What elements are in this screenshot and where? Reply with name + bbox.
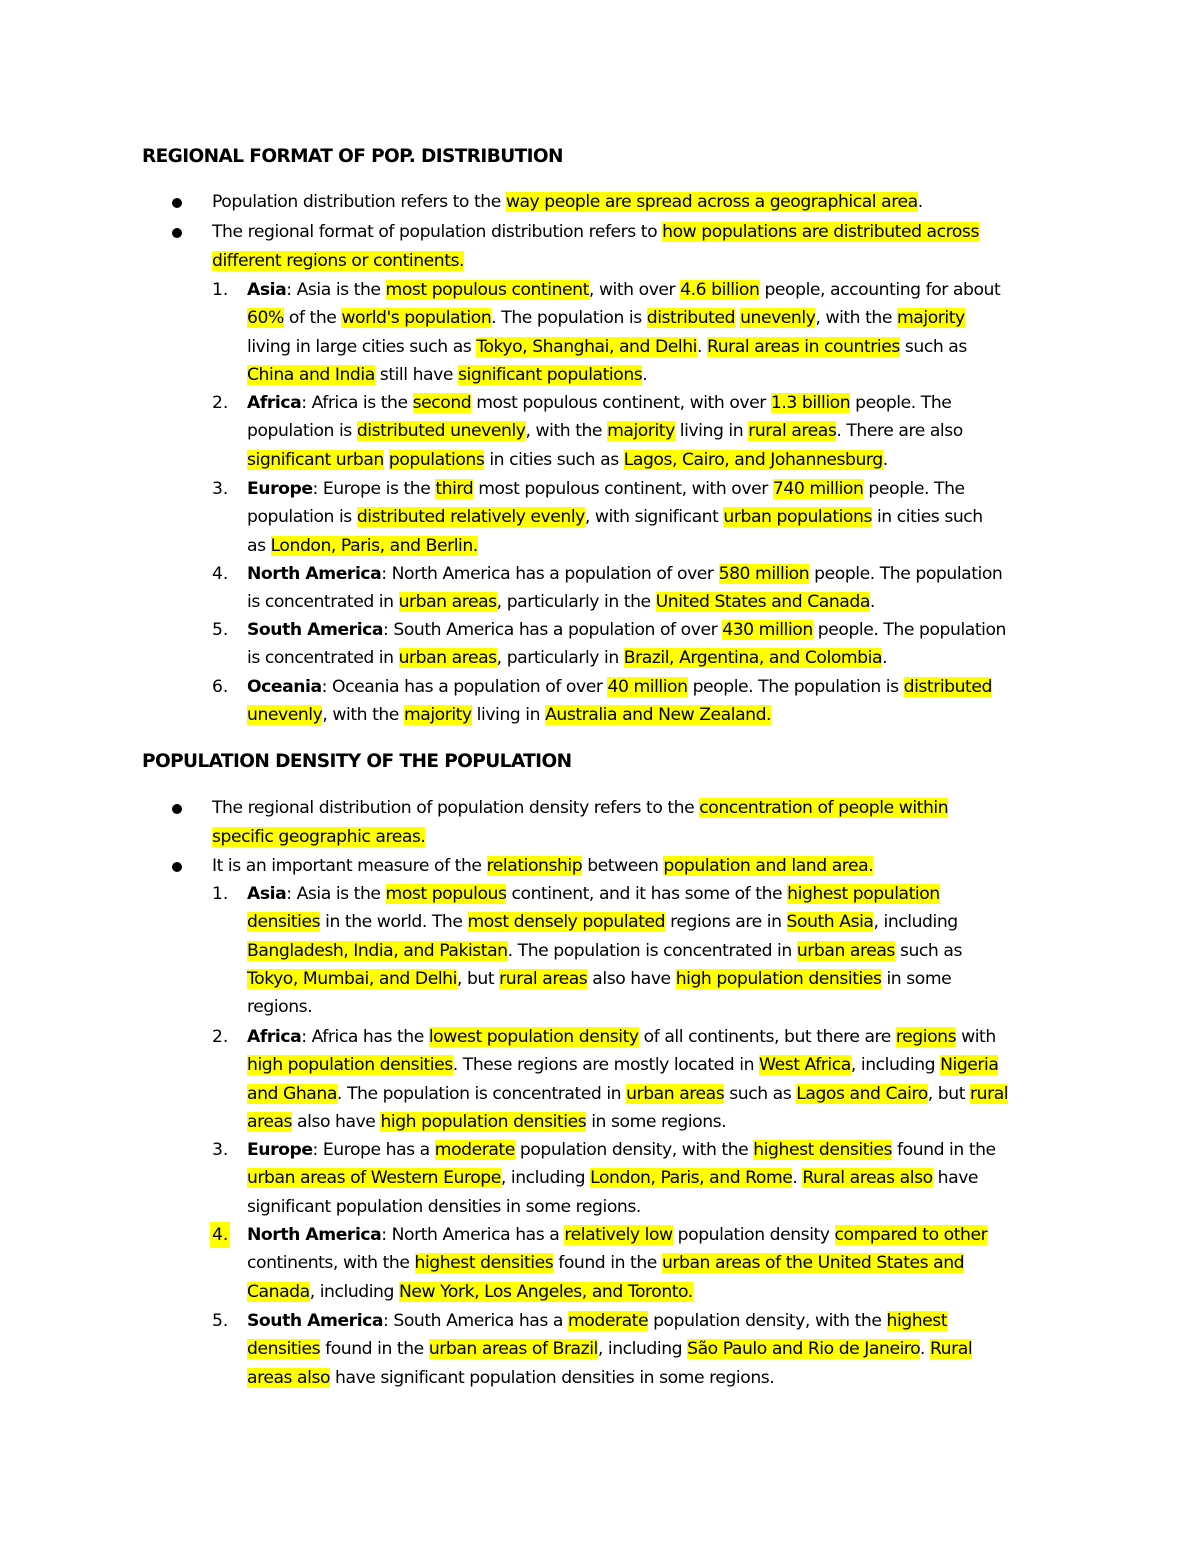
text-run: population density, with the bbox=[514, 1140, 754, 1160]
highlighted-text: majority bbox=[897, 308, 965, 329]
text-run: of the bbox=[283, 308, 342, 329]
text-run: as bbox=[247, 535, 271, 556]
text-run: : Europe is the bbox=[312, 479, 436, 499]
list-item-line bbox=[247, 1194, 641, 1220]
bullet-text bbox=[212, 795, 948, 821]
highlighted-text: Rural bbox=[929, 1339, 973, 1360]
highlighted-text: Bangladesh, India, and Pakistan bbox=[247, 940, 508, 961]
list-item-line bbox=[247, 277, 1000, 303]
region-label: Europe bbox=[247, 1140, 313, 1160]
text-run: such as bbox=[724, 1083, 797, 1104]
text-run: , including bbox=[850, 1055, 941, 1076]
text-run: people, accounting for about bbox=[759, 280, 1001, 300]
text-run: continents, with the bbox=[247, 1253, 415, 1274]
highlighted-text: São Paulo and Rio de Janeiro bbox=[687, 1339, 920, 1360]
highlighted-text: rural areas bbox=[499, 968, 588, 989]
text-run: : Asia is the bbox=[286, 884, 386, 904]
list-item-line bbox=[247, 881, 940, 907]
text-run: have significant population densities in some regions. bbox=[330, 1367, 775, 1388]
text-run: between bbox=[582, 856, 664, 876]
bullet-text bbox=[212, 853, 873, 879]
list-number: 3. bbox=[212, 1140, 229, 1160]
list-number: 1. bbox=[212, 884, 229, 904]
text-run: . The population is concentrated in bbox=[336, 1083, 627, 1104]
section-heading-density: POPULATION DENSITY OF THE POPULATION bbox=[142, 751, 572, 772]
list-item-line bbox=[247, 1308, 947, 1334]
bullet-icon bbox=[172, 228, 182, 238]
text-run: : South America has a bbox=[383, 1311, 569, 1331]
text-run: . bbox=[919, 1339, 930, 1360]
text-run: living in bbox=[471, 705, 546, 726]
text-run: found in the bbox=[553, 1253, 662, 1274]
highlighted-text: unevenly bbox=[247, 705, 323, 726]
text-run: . bbox=[882, 648, 888, 669]
list-item-line bbox=[247, 1081, 1008, 1107]
text-run: : Oceania has a population of over bbox=[321, 677, 608, 697]
highlighted-text: concentration of people within bbox=[699, 798, 949, 818]
highlighted-text: urban areas bbox=[398, 592, 497, 613]
text-run: people. The population bbox=[812, 620, 1006, 640]
highlighted-text: highest densities bbox=[753, 1140, 892, 1160]
highlighted-text: Canada bbox=[247, 1281, 310, 1302]
highlighted-text: populations bbox=[388, 449, 485, 470]
text-run: found in the bbox=[892, 1140, 996, 1160]
highlighted-text: highest bbox=[886, 1311, 948, 1331]
bullet-icon bbox=[172, 862, 182, 872]
list-number: 2. bbox=[212, 393, 229, 413]
list-item-line bbox=[247, 994, 312, 1020]
list-item-line bbox=[247, 1336, 972, 1362]
text-run: , with significant bbox=[584, 507, 724, 528]
highlighted-text: world's population bbox=[341, 308, 492, 329]
highlighted-text: 40 million bbox=[607, 677, 688, 697]
highlighted-text: second bbox=[412, 393, 472, 413]
highlighted-text: distributed relatively evenly bbox=[356, 507, 585, 528]
highlighted-text: distributed unevenly bbox=[356, 421, 526, 442]
list-item-line bbox=[247, 938, 962, 964]
highlighted-text: significant populations bbox=[457, 364, 643, 385]
list-item-line bbox=[247, 447, 888, 473]
list-item-line bbox=[247, 533, 478, 559]
highlighted-text: West Africa bbox=[759, 1055, 851, 1076]
text-run: of all continents, but there are bbox=[638, 1027, 896, 1047]
text-run: , including bbox=[309, 1281, 399, 1302]
highlighted-text: urban areas bbox=[626, 1083, 725, 1104]
highlighted-text: London, Paris, and Berlin. bbox=[270, 535, 478, 556]
list-number: 4. bbox=[212, 564, 229, 584]
highlighted-text: and Ghana bbox=[247, 1083, 337, 1104]
list-item-line bbox=[247, 674, 992, 700]
text-run: . The population is concentrated in bbox=[507, 940, 797, 961]
highlighted-text: way people are spread across a geographical area bbox=[505, 192, 918, 212]
region-label: North America bbox=[247, 564, 382, 584]
text-run: found in the bbox=[320, 1339, 429, 1360]
text-run: people. The population is bbox=[687, 677, 904, 697]
text-run: , with the bbox=[322, 705, 404, 726]
region-label: Africa bbox=[247, 393, 302, 413]
highlighted-text: most populous continent bbox=[385, 280, 589, 300]
highlighted-text: moderate bbox=[568, 1311, 649, 1331]
text-run: , but bbox=[927, 1083, 971, 1104]
text-run: is concentrated in bbox=[247, 592, 399, 613]
text-run: in cities such bbox=[871, 507, 983, 528]
text-run: in the world. The bbox=[320, 912, 468, 933]
list-item-line bbox=[247, 1109, 726, 1135]
list-item-line bbox=[247, 1365, 774, 1391]
text-run: have bbox=[932, 1168, 979, 1189]
text-run: people. The bbox=[863, 479, 965, 499]
text-run: people. The population bbox=[809, 564, 1003, 584]
list-item-line bbox=[247, 362, 647, 388]
highlighted-text: 740 million bbox=[772, 479, 864, 499]
highlighted-text: rural areas bbox=[748, 421, 837, 442]
list-item-line bbox=[247, 909, 958, 935]
highlighted-text: highest densities bbox=[414, 1253, 554, 1274]
highlighted-text: Rural areas also bbox=[802, 1168, 933, 1189]
list-item-line bbox=[247, 589, 875, 615]
highlighted-text: compared to other bbox=[834, 1225, 988, 1245]
highlighted-text: urban areas of Western Europe bbox=[247, 1168, 501, 1189]
bullet-text bbox=[212, 189, 923, 215]
highlighted-text: areas bbox=[247, 1111, 293, 1132]
text-run: is concentrated in bbox=[247, 648, 399, 669]
highlighted-text: 60% bbox=[247, 308, 284, 329]
text-run: , but bbox=[456, 968, 500, 989]
highlighted-text: 1.3 billion bbox=[770, 393, 851, 413]
list-number: 3. bbox=[212, 479, 229, 499]
section-heading-distribution: REGIONAL FORMAT OF POP. DISTRIBUTION bbox=[142, 146, 563, 167]
highlighted-text: most populous bbox=[385, 884, 507, 904]
bullet-text bbox=[212, 219, 979, 245]
highlighted-text: United States and Canada bbox=[655, 592, 870, 613]
list-item-line bbox=[247, 1279, 693, 1305]
highlighted-text: how populations are distributed across bbox=[662, 222, 979, 242]
list-number: 5. bbox=[212, 620, 229, 640]
text-run: population is bbox=[247, 507, 357, 528]
list-item-line bbox=[247, 1165, 978, 1191]
highlighted-text: urban areas of Brazil bbox=[428, 1339, 598, 1360]
highlighted-text: most densely populated bbox=[467, 912, 666, 933]
list-number: 4. bbox=[210, 1222, 230, 1248]
text-run: in some regions. bbox=[586, 1111, 727, 1132]
highlighted-text: highest population bbox=[787, 884, 940, 904]
highlighted-text: 4.6 billion bbox=[680, 280, 760, 300]
highlighted-text: Lagos and Cairo bbox=[796, 1083, 928, 1104]
text-run: . These regions are mostly located in bbox=[452, 1055, 760, 1076]
highlighted-text: third bbox=[435, 479, 474, 499]
highlighted-text: relationship bbox=[486, 856, 583, 876]
text-run: significant population densities in some regions. bbox=[247, 1196, 641, 1217]
highlighted-text: moderate bbox=[434, 1140, 515, 1160]
text-run: people. The bbox=[850, 393, 952, 413]
text-run: , with the bbox=[525, 421, 608, 442]
list-item-line bbox=[247, 1250, 964, 1276]
list-item-line bbox=[247, 617, 1006, 643]
text-run: It is an important measure of the bbox=[212, 856, 487, 876]
highlighted-text: regions bbox=[895, 1027, 957, 1047]
text-run: also have bbox=[292, 1111, 381, 1132]
text-run: : Africa has the bbox=[301, 1027, 429, 1047]
text-run: . The population is bbox=[491, 308, 647, 329]
highlighted-text: urban areas of the United States and bbox=[661, 1253, 965, 1274]
list-item-line bbox=[247, 702, 771, 728]
text-run: : North America has a bbox=[381, 1225, 565, 1245]
text-run: population is bbox=[247, 421, 357, 442]
text-run: in some bbox=[881, 968, 952, 989]
text-run: living in large cities such as bbox=[247, 336, 477, 357]
region-label: Asia bbox=[247, 280, 287, 300]
bullet-icon bbox=[172, 804, 182, 814]
highlighted-text: Lagos, Cairo, and Johannesburg bbox=[623, 449, 883, 470]
text-run: also have bbox=[587, 968, 676, 989]
region-label: Asia bbox=[247, 884, 287, 904]
text-run: such as bbox=[899, 336, 967, 357]
list-item-line bbox=[247, 504, 983, 530]
text-run: , including bbox=[500, 1168, 591, 1189]
highlighted-text: different regions or continents. bbox=[212, 251, 465, 271]
highlighted-text: densities bbox=[247, 1339, 321, 1360]
region-label: Africa bbox=[247, 1027, 302, 1047]
text-run: . bbox=[696, 336, 708, 357]
text-run: still have bbox=[374, 364, 458, 385]
text-run: such as bbox=[894, 940, 962, 961]
highlighted-text: high population densities bbox=[247, 1055, 453, 1076]
highlighted-text: Rural areas in countries bbox=[707, 336, 900, 357]
list-item-line bbox=[247, 1222, 987, 1248]
text-run: . There are also bbox=[836, 421, 963, 442]
text-run: , including bbox=[873, 912, 958, 933]
highlighted-text: Tokyo, Mumbai, and Delhi bbox=[247, 968, 457, 989]
highlighted-text: China and India bbox=[247, 364, 375, 385]
text-run: : Africa is the bbox=[301, 393, 413, 413]
highlighted-text: urban populations bbox=[723, 507, 872, 528]
text-run: . bbox=[917, 192, 923, 212]
highlighted-text: 430 million bbox=[722, 620, 813, 640]
region-label: North America bbox=[247, 1225, 382, 1245]
text-run: , particularly in bbox=[496, 648, 624, 669]
highlighted-text: South Asia bbox=[786, 912, 874, 933]
highlighted-text: Tokyo, Shanghai, and Delhi bbox=[476, 336, 697, 357]
list-item-line bbox=[247, 645, 887, 671]
text-run: . bbox=[882, 449, 888, 470]
highlighted-text: distributed bbox=[903, 677, 992, 697]
highlighted-text: population and land area. bbox=[663, 856, 874, 876]
highlighted-text: high population densities bbox=[380, 1111, 587, 1132]
region-label: South America bbox=[247, 620, 384, 640]
text-run: The regional distribution of population density refers to the bbox=[212, 798, 700, 818]
list-number: 1. bbox=[212, 280, 229, 300]
highlighted-text: densities bbox=[247, 912, 321, 933]
list-item-line bbox=[247, 1137, 996, 1163]
text-run: . bbox=[792, 1168, 803, 1189]
highlighted-text: majority bbox=[607, 421, 675, 442]
text-run: regions. bbox=[247, 997, 313, 1018]
text-run: : South America has a population of over bbox=[383, 620, 723, 640]
text-run: with bbox=[956, 1027, 996, 1047]
list-number: 5. bbox=[212, 1311, 229, 1331]
list-item-line bbox=[247, 390, 951, 416]
highlighted-text: Nigeria bbox=[940, 1055, 999, 1076]
list-item-line bbox=[247, 561, 1002, 587]
text-run: most populous continent, with over bbox=[471, 393, 771, 413]
highlighted-text: distributed bbox=[646, 308, 736, 329]
list-item-line bbox=[247, 1052, 998, 1078]
text-run: , including bbox=[597, 1339, 688, 1360]
region-label: South America bbox=[247, 1311, 384, 1331]
text-run: regions are in bbox=[665, 912, 787, 933]
text-run: population density bbox=[672, 1225, 835, 1245]
list-item-line bbox=[247, 476, 965, 502]
highlighted-text: unevenly bbox=[740, 308, 816, 329]
highlighted-text: lowest population density bbox=[428, 1027, 639, 1047]
list-item-line bbox=[247, 966, 951, 992]
highlighted-text: significant urban bbox=[247, 449, 384, 470]
text-run: in cities such as bbox=[484, 449, 624, 470]
text-run: Population distribution refers to the bbox=[212, 192, 506, 212]
highlighted-text: urban areas bbox=[796, 940, 895, 961]
highlighted-text: areas also bbox=[247, 1367, 331, 1388]
text-run: . bbox=[869, 592, 875, 613]
text-run: : Europe has a bbox=[312, 1140, 435, 1160]
region-label: Oceania bbox=[247, 677, 322, 697]
text-run: The regional format of population distribution refers to bbox=[212, 222, 663, 242]
list-item-line bbox=[247, 334, 967, 360]
text-run: , with the bbox=[815, 308, 898, 329]
highlighted-text: rural bbox=[970, 1083, 1009, 1104]
region-label: Europe bbox=[247, 479, 313, 499]
text-run: , with over bbox=[588, 280, 681, 300]
bullet-icon bbox=[172, 198, 182, 208]
highlighted-text: New York, Los Angeles, and Toronto. bbox=[398, 1281, 693, 1302]
highlighted-text: Australia and New Zealand. bbox=[545, 705, 772, 726]
highlighted-text: Brazil, Argentina, and Colombia bbox=[623, 648, 883, 669]
text-run: population density, with the bbox=[648, 1311, 887, 1331]
highlighted-text: specific geographic areas. bbox=[212, 827, 426, 847]
highlighted-text: urban areas bbox=[398, 648, 497, 669]
list-number: 2. bbox=[212, 1027, 229, 1047]
text-run: , particularly in the bbox=[496, 592, 656, 613]
text-run: continent, and it has some of the bbox=[506, 884, 788, 904]
bullet-text-continued bbox=[212, 248, 464, 274]
text-run: most populous continent, with over bbox=[473, 479, 773, 499]
list-item-line bbox=[247, 1024, 996, 1050]
list-item-line bbox=[247, 418, 963, 444]
highlighted-text: high population densities bbox=[675, 968, 882, 989]
highlighted-text: majority bbox=[403, 705, 472, 726]
bullet-text-continued bbox=[212, 824, 425, 850]
text-run: . bbox=[642, 364, 648, 385]
highlighted-text: relatively low bbox=[564, 1225, 673, 1245]
highlighted-text: 580 million bbox=[718, 564, 810, 584]
text-run: living in bbox=[674, 421, 749, 442]
text-run: : North America has a population of over bbox=[381, 564, 719, 584]
list-number: 6. bbox=[212, 677, 229, 697]
text-run: : Asia is the bbox=[286, 280, 386, 300]
list-item-line bbox=[247, 305, 965, 331]
highlighted-text: London, Paris, and Rome bbox=[590, 1168, 793, 1189]
